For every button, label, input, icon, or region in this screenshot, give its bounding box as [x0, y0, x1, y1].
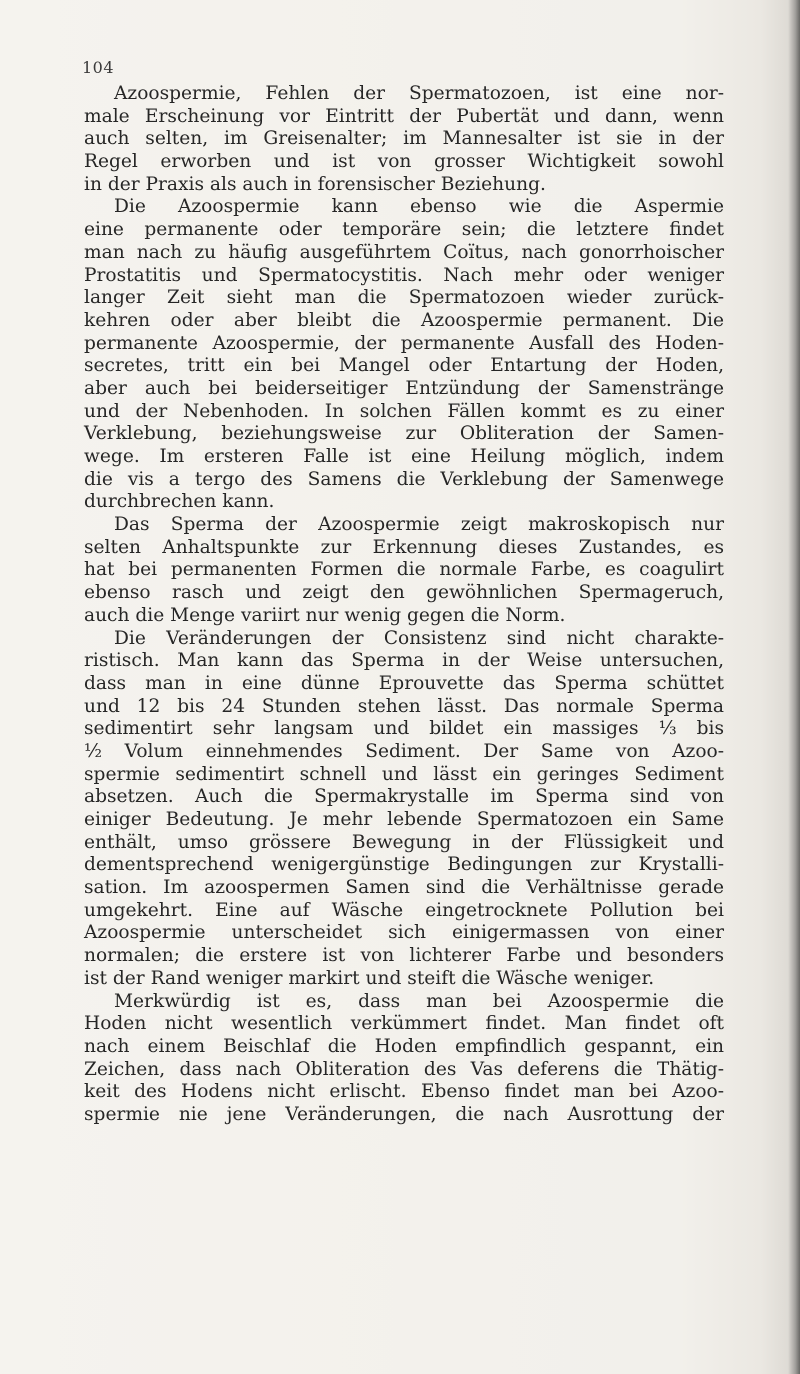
- text-line: wege. Im ersteren Falle ist eine Heilung möglich, indem: [84, 446, 724, 467]
- text-line: Prostatitis und Spermatocystitis. Nach mehr oder weniger: [84, 264, 724, 286]
- text-line: hat bei permanenten Formen die normale Farbe, es coagulirt: [84, 559, 724, 581]
- page-number: 104: [82, 58, 115, 77]
- text-line: Die Azoospermie kann ebenso wie die Aspermie: [114, 196, 724, 218]
- text-line: Verklebung, beziehungsweise zur Obliteration der Samen-: [84, 423, 724, 445]
- text-line: eine permanente oder temporäre sein; die letztere findet: [84, 219, 724, 241]
- text-line: normalen; die erstere ist von lichterer Farbe und besonders: [84, 945, 724, 967]
- text-line: in der Praxis als auch in forensischer Beziehung.: [84, 173, 546, 195]
- text-line: Azoospermie, Fehlen der Spermatozoen, ist eine nor-: [114, 83, 724, 104]
- text-line: keit des Hodens nicht erlischt. Ebenso findet man bei Azoo-: [84, 1081, 724, 1103]
- text-line: nach einem Beischlaf die Hoden empfindlich gespannt, ein: [84, 1035, 724, 1057]
- text-line: permanente Azoospermie, der permanente Ausfall des Hoden-: [84, 332, 724, 354]
- text-line: absetzen. Auch die Spermakrystalle im Sperma sind von: [84, 786, 724, 808]
- text-line: und der Nebenhoden. In solchen Fällen kommt es zu einer: [84, 400, 724, 422]
- text-line: Regel erworben und ist von grosser Wichtigkeit sowohl: [84, 151, 724, 173]
- text-line: ebenso rasch und zeigt den gewöhnlichen Spermageruch,: [84, 582, 724, 604]
- text-line: umgekehrt. Eine auf Wäsche eingetrocknete Pollution bei: [84, 899, 724, 921]
- text-line: ist der Rand weniger markirt und steift die Wäsche weniger.: [84, 967, 655, 989]
- text-line: spermie sedimentirt schnell und lässt ein geringes Sediment: [84, 763, 724, 785]
- text-line: man nach zu häufig ausgeführtem Coïtus, nach gonorrhoischer: [84, 241, 724, 263]
- text-line: auch die Menge variirt nur wenig gegen die Norm.: [84, 604, 566, 626]
- text-line: secretes, tritt ein bei Mangel oder Entartung der Hoden,: [84, 355, 724, 377]
- text-line: selten Anhaltspunkte zur Erkennung dieses Zustandes, es: [84, 536, 724, 558]
- text-line: ristisch. Man kann das Sperma in der Weise untersuchen,: [84, 650, 724, 672]
- text-line: langer Zeit sieht man die Spermatozoen wieder zurück-: [84, 287, 724, 309]
- text-line: einiger Bedeutung. Je mehr lebende Spermatozoen ein Same: [84, 809, 724, 830]
- text-line: spermie nie jene Veränderungen, die nach Ausrottung der: [84, 1103, 724, 1125]
- text-line: Das Sperma der Azoospermie zeigt makroskopisch nur: [114, 514, 724, 536]
- text-line: kehren oder aber bleibt die Azoospermie permanent. Die: [84, 309, 724, 331]
- text-line: durchbrechen kann.: [84, 491, 275, 513]
- text-line: auch selten, im Greisenalter; im Mannesalter ist sie in der: [84, 128, 724, 150]
- page-edge-shadow: [788, 0, 800, 1374]
- text-line: sedimentirt sehr langsam und bildet ein massiges ⅓ bis: [84, 718, 724, 740]
- text-line: male Erscheinung vor Eintritt der Pubertät und dann, wenn: [84, 105, 724, 127]
- text-line: Merkwürdig ist es, dass man bei Azoospermie die: [114, 990, 724, 1012]
- text-line: dementsprechend wenigergünstige Bedingungen zur Krystalli-: [84, 854, 724, 876]
- body-text: [84, 83, 724, 1127]
- text-line: Die Veränderungen der Consistenz sind nicht charakte-: [114, 627, 724, 649]
- text-line: die vis a tergo des Samens die Verklebung der Samenwege: [84, 468, 724, 490]
- text-line: Zeichen, dass nach Obliteration des Vas deferens die Thätig-: [84, 1058, 724, 1080]
- text-line: sation. Im azoospermen Samen sind die Verhältnisse gerade: [84, 877, 724, 899]
- text-line: enthält, umso grössere Bewegung in der Flüssigkeit und: [84, 831, 724, 853]
- text-line: Hoden nicht wesentlich verkümmert findet. Man findet oft: [84, 1013, 724, 1035]
- text-line: dass man in eine dünne Eprouvette das Sperma schüttet: [84, 672, 724, 694]
- text-line: ½ Volum einnehmendes Sediment. Der Same von Azoo-: [84, 740, 724, 762]
- text-line: und 12 bis 24 Stunden stehen lässt. Das normale Sperma: [84, 695, 724, 717]
- text-line: aber auch bei beiderseitiger Entzündung der Samenstränge: [84, 377, 724, 399]
- text-line: Azoospermie unterscheidet sich einigermassen von einer: [84, 922, 724, 944]
